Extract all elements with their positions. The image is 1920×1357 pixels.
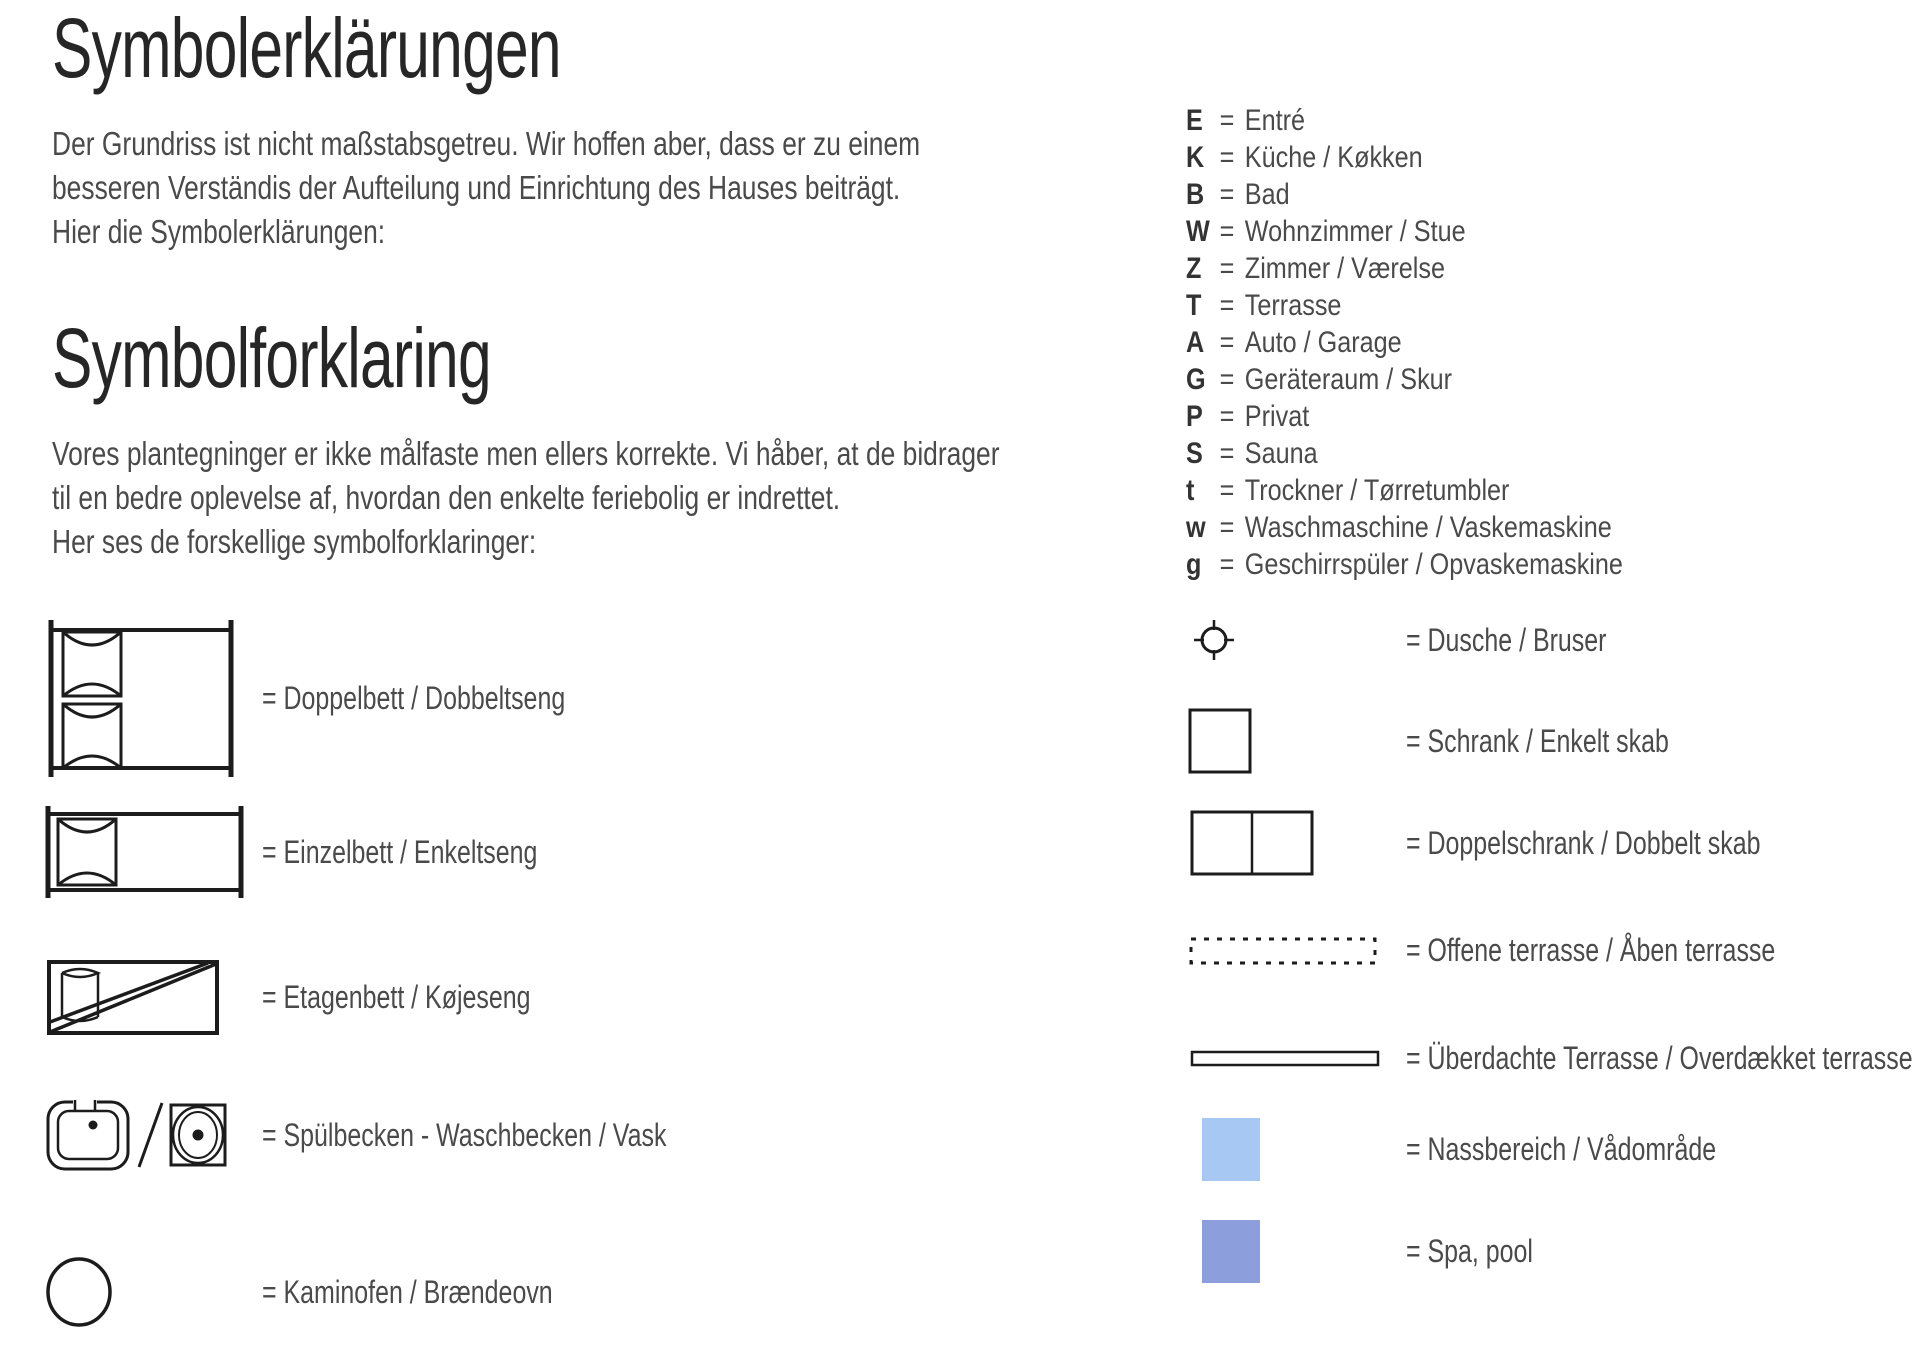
danish-intro-line-1: Vores plantegninger er ikke målfaste men ellers korrekte. Vi håber, at de bidrager [52, 435, 1000, 472]
legend-letter: Z [1186, 252, 1202, 285]
legend-letter: T [1186, 289, 1202, 322]
legend-row-T [1186, 289, 1623, 326]
legend-letter: g [1186, 548, 1202, 581]
legend-row-covered-terrace [1190, 1040, 1920, 1077]
legend-label: Geräteraum / Skur [1244, 363, 1453, 396]
wet-area-swatch [1202, 1118, 1260, 1181]
legend-row-shower [1192, 618, 1663, 662]
legend-equals: = [1219, 104, 1235, 137]
danish-intro-line-3: Her ses de forskellige symbolforklaringer: [52, 523, 537, 560]
legend-row-open-terrace [1188, 932, 1879, 969]
legend-letter: G [1186, 363, 1206, 396]
wood-stove-label: = Kaminofen / Brændeovn [262, 1273, 553, 1310]
legend-label: Zimmer / Værelse [1244, 252, 1446, 285]
legend-row-B [1186, 178, 1623, 215]
legend-label: Wohnzimmer / Stue [1244, 215, 1466, 248]
legend-row-W [1186, 215, 1623, 252]
legend-letter: W [1186, 215, 1210, 248]
legend-equals: = [1219, 363, 1235, 396]
double-cabinet-icon [1190, 810, 1314, 876]
legend-equals: = [1219, 178, 1235, 211]
washbasin-icon [169, 1103, 227, 1167]
wood-stove-icon [45, 1256, 113, 1328]
covered-terrace-label: = Überdachte Terrasse / Overdækket terrasse [1406, 1040, 1913, 1076]
legend-equals: = [1219, 252, 1235, 285]
legend-row-A [1186, 326, 1623, 363]
german-intro-paragraph [52, 122, 920, 254]
legend-row-w [1186, 511, 1623, 548]
double-bed-icon [45, 620, 240, 777]
legend-row-double-cabinet [1190, 810, 1860, 876]
legend-label: Trockner / Tørretumbler [1244, 474, 1510, 507]
legend-row-G [1186, 363, 1623, 400]
single-cabinet-icon [1188, 708, 1252, 774]
legend-row-K [1186, 141, 1623, 178]
legend-letter: t [1186, 474, 1195, 507]
danish-intro-line-2: til en bedre oplevelse af, hvordan den enkelte feriebolig er indrettet. [52, 479, 841, 516]
legend-row-E [1186, 104, 1623, 141]
legend-letter: S [1186, 437, 1203, 470]
legend-label: Auto / Garage [1244, 326, 1402, 359]
legend-equals: = [1219, 326, 1235, 359]
legend-label: Entré [1244, 104, 1306, 137]
legend-equals: = [1219, 511, 1235, 544]
german-intro-line-3: Hier die Symbolerklärungen: [52, 213, 386, 250]
legend-row-single-cabinet [1188, 708, 1743, 774]
danish-intro-paragraph [52, 432, 1000, 564]
legend-label: Geschirrspüler / Opvaskemaskine [1244, 548, 1623, 581]
legend-row-bunk-bed [47, 960, 606, 1035]
open-terrace-icon [1188, 936, 1378, 966]
sink-icon [45, 1098, 131, 1172]
legend-label: Terrasse [1244, 289, 1342, 322]
legend-letter: w [1186, 511, 1206, 544]
shower-label: = Dusche / Bruser [1406, 621, 1607, 658]
legend-row-Z [1186, 252, 1623, 289]
single-bed-label: = Einzelbett / Enkeltseng [262, 833, 538, 870]
legend-letter: B [1186, 178, 1205, 211]
legend-row-P [1186, 400, 1623, 437]
legend-letter: A [1186, 326, 1205, 359]
single-cabinet-label: = Schrank / Enkelt skab [1406, 722, 1669, 759]
bunk-bed-icon [47, 960, 219, 1035]
legend-row-single-bed [42, 806, 615, 898]
german-intro-line-1: Der Grundriss ist nicht maßstabsgetreu. Wir hoffen aber, dass er zu einem [52, 125, 921, 162]
legend-equals: = [1219, 289, 1235, 322]
legend-row-wet-area [1202, 1118, 1804, 1181]
legend-row-t [1186, 474, 1623, 511]
legend-label: Sauna [1244, 437, 1318, 470]
legend-equals: = [1219, 215, 1235, 248]
legend-equals: = [1219, 400, 1235, 433]
legend-row-wood-stove [45, 1256, 635, 1328]
legend-label: Küche / Køkken [1244, 141, 1423, 174]
room-letter-legend [1186, 104, 1623, 585]
german-intro-line-2: besseren Verständis der Aufteilung und Einrichtung des Hauses beiträgt. [52, 169, 901, 206]
covered-terrace-icon [1190, 1050, 1380, 1068]
wet-area-label: = Nassbereich / Vådområde [1406, 1131, 1717, 1167]
legend-row-S [1186, 437, 1623, 474]
legend-label: Privat [1244, 400, 1310, 433]
legend-equals: = [1219, 474, 1235, 507]
sink-washbasin-icon [45, 1098, 227, 1172]
legend-equals: = [1219, 437, 1235, 470]
shower-icon [1192, 618, 1236, 662]
double-cabinet-label: = Doppelschrank / Dobbelt skab [1406, 824, 1761, 861]
danish-section-title: Symbolforklaring [52, 311, 491, 405]
legend-row-spa-pool [1202, 1220, 1569, 1283]
double-bed-label: = Doppelbett / Dobbeltseng [262, 680, 566, 716]
legend-label: Bad [1244, 178, 1290, 211]
legend-row-g [1186, 548, 1623, 585]
slash-separator [135, 1099, 165, 1171]
legend-letter: P [1186, 400, 1203, 433]
sink-washbasin-label: = Spülbecken - Waschbecken / Vask [262, 1116, 667, 1153]
legend-letter: K [1186, 141, 1205, 174]
legend-row-sink [45, 1098, 780, 1172]
legend-equals: = [1219, 548, 1235, 581]
german-section-title: Symbolerklärungen [52, 1, 561, 95]
open-terrace-label: = Offene terrasse / Åben terrasse [1406, 932, 1776, 968]
single-bed-icon [42, 806, 247, 898]
spa-pool-swatch [1202, 1220, 1260, 1283]
bunk-bed-label: = Etagenbett / Køjeseng [262, 979, 531, 1015]
legend-row-double-bed [45, 620, 651, 777]
spa-pool-label: = Spa, pool [1406, 1233, 1533, 1269]
legend-label: Waschmaschine / Vaskemaskine [1244, 511, 1612, 544]
legend-letter: E [1186, 104, 1203, 137]
legend-equals: = [1219, 141, 1235, 174]
